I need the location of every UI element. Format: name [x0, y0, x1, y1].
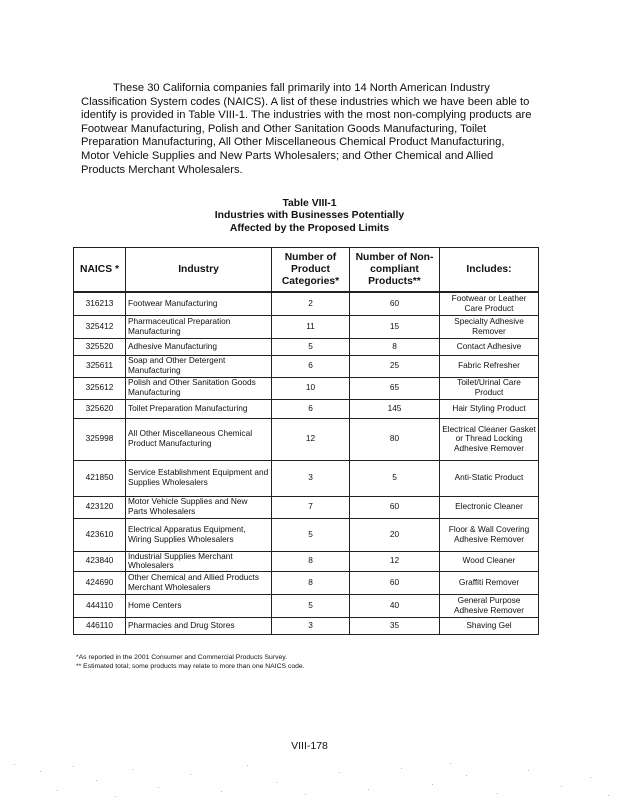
cell-includes: Wood Cleaner — [440, 551, 539, 571]
table-row — [74, 496, 539, 518]
cell-industry: Soap and Other Detergent Manufacturing — [126, 355, 272, 377]
cell-industry: Industrial Supplies Merchant Wholesalers — [126, 551, 272, 571]
cell-product-categories: 7 — [272, 496, 350, 518]
cell-noncompliant-products: 35 — [350, 617, 440, 634]
cell-product-categories: 5 — [272, 338, 350, 355]
cell-noncompliant-products: 60 — [350, 292, 440, 315]
cell-includes: Footwear or Leather Care Product — [440, 292, 539, 315]
cell-product-categories: 12 — [272, 418, 350, 460]
cell-product-categories: 10 — [272, 377, 350, 399]
cell-product-categories: 8 — [272, 551, 350, 571]
table-header-row — [74, 248, 539, 293]
cell-includes: Graffiti Remover — [440, 571, 539, 594]
cell-naics: 446110 — [74, 617, 126, 634]
cell-noncompliant-products: 12 — [350, 551, 440, 571]
cell-naics: 423610 — [74, 518, 126, 551]
table-caption — [0, 198, 619, 235]
cell-naics: 444110 — [74, 594, 126, 617]
cell-includes: Electronic Cleaner — [440, 496, 539, 518]
cell-includes: Toilet/Urinal Care Product — [440, 377, 539, 399]
footnote-2: ** Estimated total; some products may relate to more than one NAICS code. — [76, 662, 305, 670]
cell-industry: Electrical Apparatus Equipment, Wiring Supplies Wholesalers — [126, 518, 272, 551]
header-noncompliant-products: Number of Non-compliant Products** — [350, 248, 440, 293]
cell-includes: Specialty Adhesive Remover — [440, 315, 539, 338]
cell-noncompliant-products: 20 — [350, 518, 440, 551]
footnotes — [76, 654, 546, 671]
page-number: VIII-178 — [291, 740, 328, 752]
cell-naics: 424690 — [74, 571, 126, 594]
cell-includes: Hair Styling Product — [440, 399, 539, 418]
cell-industry: Home Centers — [126, 594, 272, 617]
cell-noncompliant-products: 80 — [350, 418, 440, 460]
scan-noise-decoration — [0, 760, 619, 800]
cell-includes: Floor & Wall Covering Adhesive Remover — [440, 518, 539, 551]
cell-industry: Polish and Other Sanitation Goods Manufacturing — [126, 377, 272, 399]
table-row — [74, 594, 539, 617]
cell-industry: Service Establishment Equipment and Supplies Wholesalers — [126, 460, 272, 496]
table-body — [74, 292, 539, 634]
caption-title: Table VIII-1 — [282, 198, 337, 209]
caption-subtitle-2: Affected by the Proposed Limits — [229, 222, 390, 234]
cell-naics: 423840 — [74, 551, 126, 571]
cell-includes: Fabric Refresher — [440, 355, 539, 377]
cell-includes: Contact Adhesive — [440, 338, 539, 355]
cell-noncompliant-products: 5 — [350, 460, 440, 496]
cell-product-categories: 11 — [272, 315, 350, 338]
table-row — [74, 571, 539, 594]
table-row — [74, 292, 539, 315]
footnote-1: *As reported in the 2001 Consumer and Commercial Products Survey. — [76, 654, 288, 661]
cell-industry: Toilet Preparation Manufacturing — [126, 399, 272, 418]
cell-noncompliant-products: 60 — [350, 496, 440, 518]
cell-naics: 325620 — [74, 399, 126, 418]
cell-naics: 316213 — [74, 292, 126, 315]
cell-industry: Pharmaceutical Preparation Manufacturing — [126, 315, 272, 338]
cell-naics: 325998 — [74, 418, 126, 460]
header-naics: NAICS * — [74, 248, 126, 293]
table-row — [74, 355, 539, 377]
caption-subtitle-1: Industries with Businesses Potentially — [214, 210, 405, 222]
cell-industry: Motor Vehicle Supplies and New Parts Wholesalers — [126, 496, 272, 518]
cell-product-categories: 6 — [272, 399, 350, 418]
cell-product-categories: 2 — [272, 292, 350, 315]
cell-naics: 325612 — [74, 377, 126, 399]
cell-naics: 325520 — [74, 338, 126, 355]
cell-product-categories: 8 — [272, 571, 350, 594]
cell-includes: General Purpose Adhesive Remover — [440, 594, 539, 617]
cell-naics: 421850 — [74, 460, 126, 496]
table-row — [74, 418, 539, 460]
cell-noncompliant-products: 60 — [350, 571, 440, 594]
cell-includes: Shaving Gel — [440, 617, 539, 634]
cell-industry: Adhesive Manufacturing — [126, 338, 272, 355]
table-row — [74, 518, 539, 551]
cell-industry: Footwear Manufacturing — [126, 292, 272, 315]
header-product-categories: Number of Product Categories* — [272, 248, 350, 293]
table-row — [74, 617, 539, 634]
header-includes: Includes: — [440, 248, 539, 293]
cell-includes: Anti-Static Product — [440, 460, 539, 496]
table-row — [74, 399, 539, 418]
cell-industry: All Other Miscellaneous Chemical Product Manufacturing — [126, 418, 272, 460]
cell-product-categories: 6 — [272, 355, 350, 377]
cell-product-categories: 3 — [272, 617, 350, 634]
cell-industry: Other Chemical and Allied Products Merchant Wholesalers — [126, 571, 272, 594]
cell-product-categories: 5 — [272, 594, 350, 617]
table-row — [74, 460, 539, 496]
cell-naics: 423120 — [74, 496, 126, 518]
cell-includes: Electrical Cleaner Gasket or Thread Locking Adhesive Remover — [440, 418, 539, 460]
table-row — [74, 551, 539, 571]
cell-noncompliant-products: 25 — [350, 355, 440, 377]
industries-table — [73, 247, 539, 635]
header-industry: Industry — [126, 248, 272, 293]
cell-noncompliant-products: 65 — [350, 377, 440, 399]
cell-product-categories: 5 — [272, 518, 350, 551]
cell-naics: 325412 — [74, 315, 126, 338]
cell-product-categories: 3 — [272, 460, 350, 496]
cell-industry: Pharmacies and Drug Stores — [126, 617, 272, 634]
intro-paragraph — [81, 82, 536, 177]
cell-noncompliant-products: 8 — [350, 338, 440, 355]
intro-text: These 30 California companies fall primarily into 14 North American Industry Classification System codes (NAICS). A list of these industries which we have been able to identify is provided in Table VIII-1. The industries with the most non-complying products are Footwear Manufacturing, Polish and Other Sanitation Goods Manufacturing, Toilet Preparation Manufacturing, All Other Miscellaneous Chemical Product Manufacturing, Motor Vehicle Supplies and New Parts Wholesalers; and Other Chemical and Allied Products Merchant Wholesalers. — [81, 82, 532, 176]
cell-naics: 325611 — [74, 355, 126, 377]
table-row — [74, 377, 539, 399]
table-row — [74, 338, 539, 355]
cell-noncompliant-products: 40 — [350, 594, 440, 617]
table-row — [74, 315, 539, 338]
cell-noncompliant-products: 145 — [350, 399, 440, 418]
cell-noncompliant-products: 15 — [350, 315, 440, 338]
